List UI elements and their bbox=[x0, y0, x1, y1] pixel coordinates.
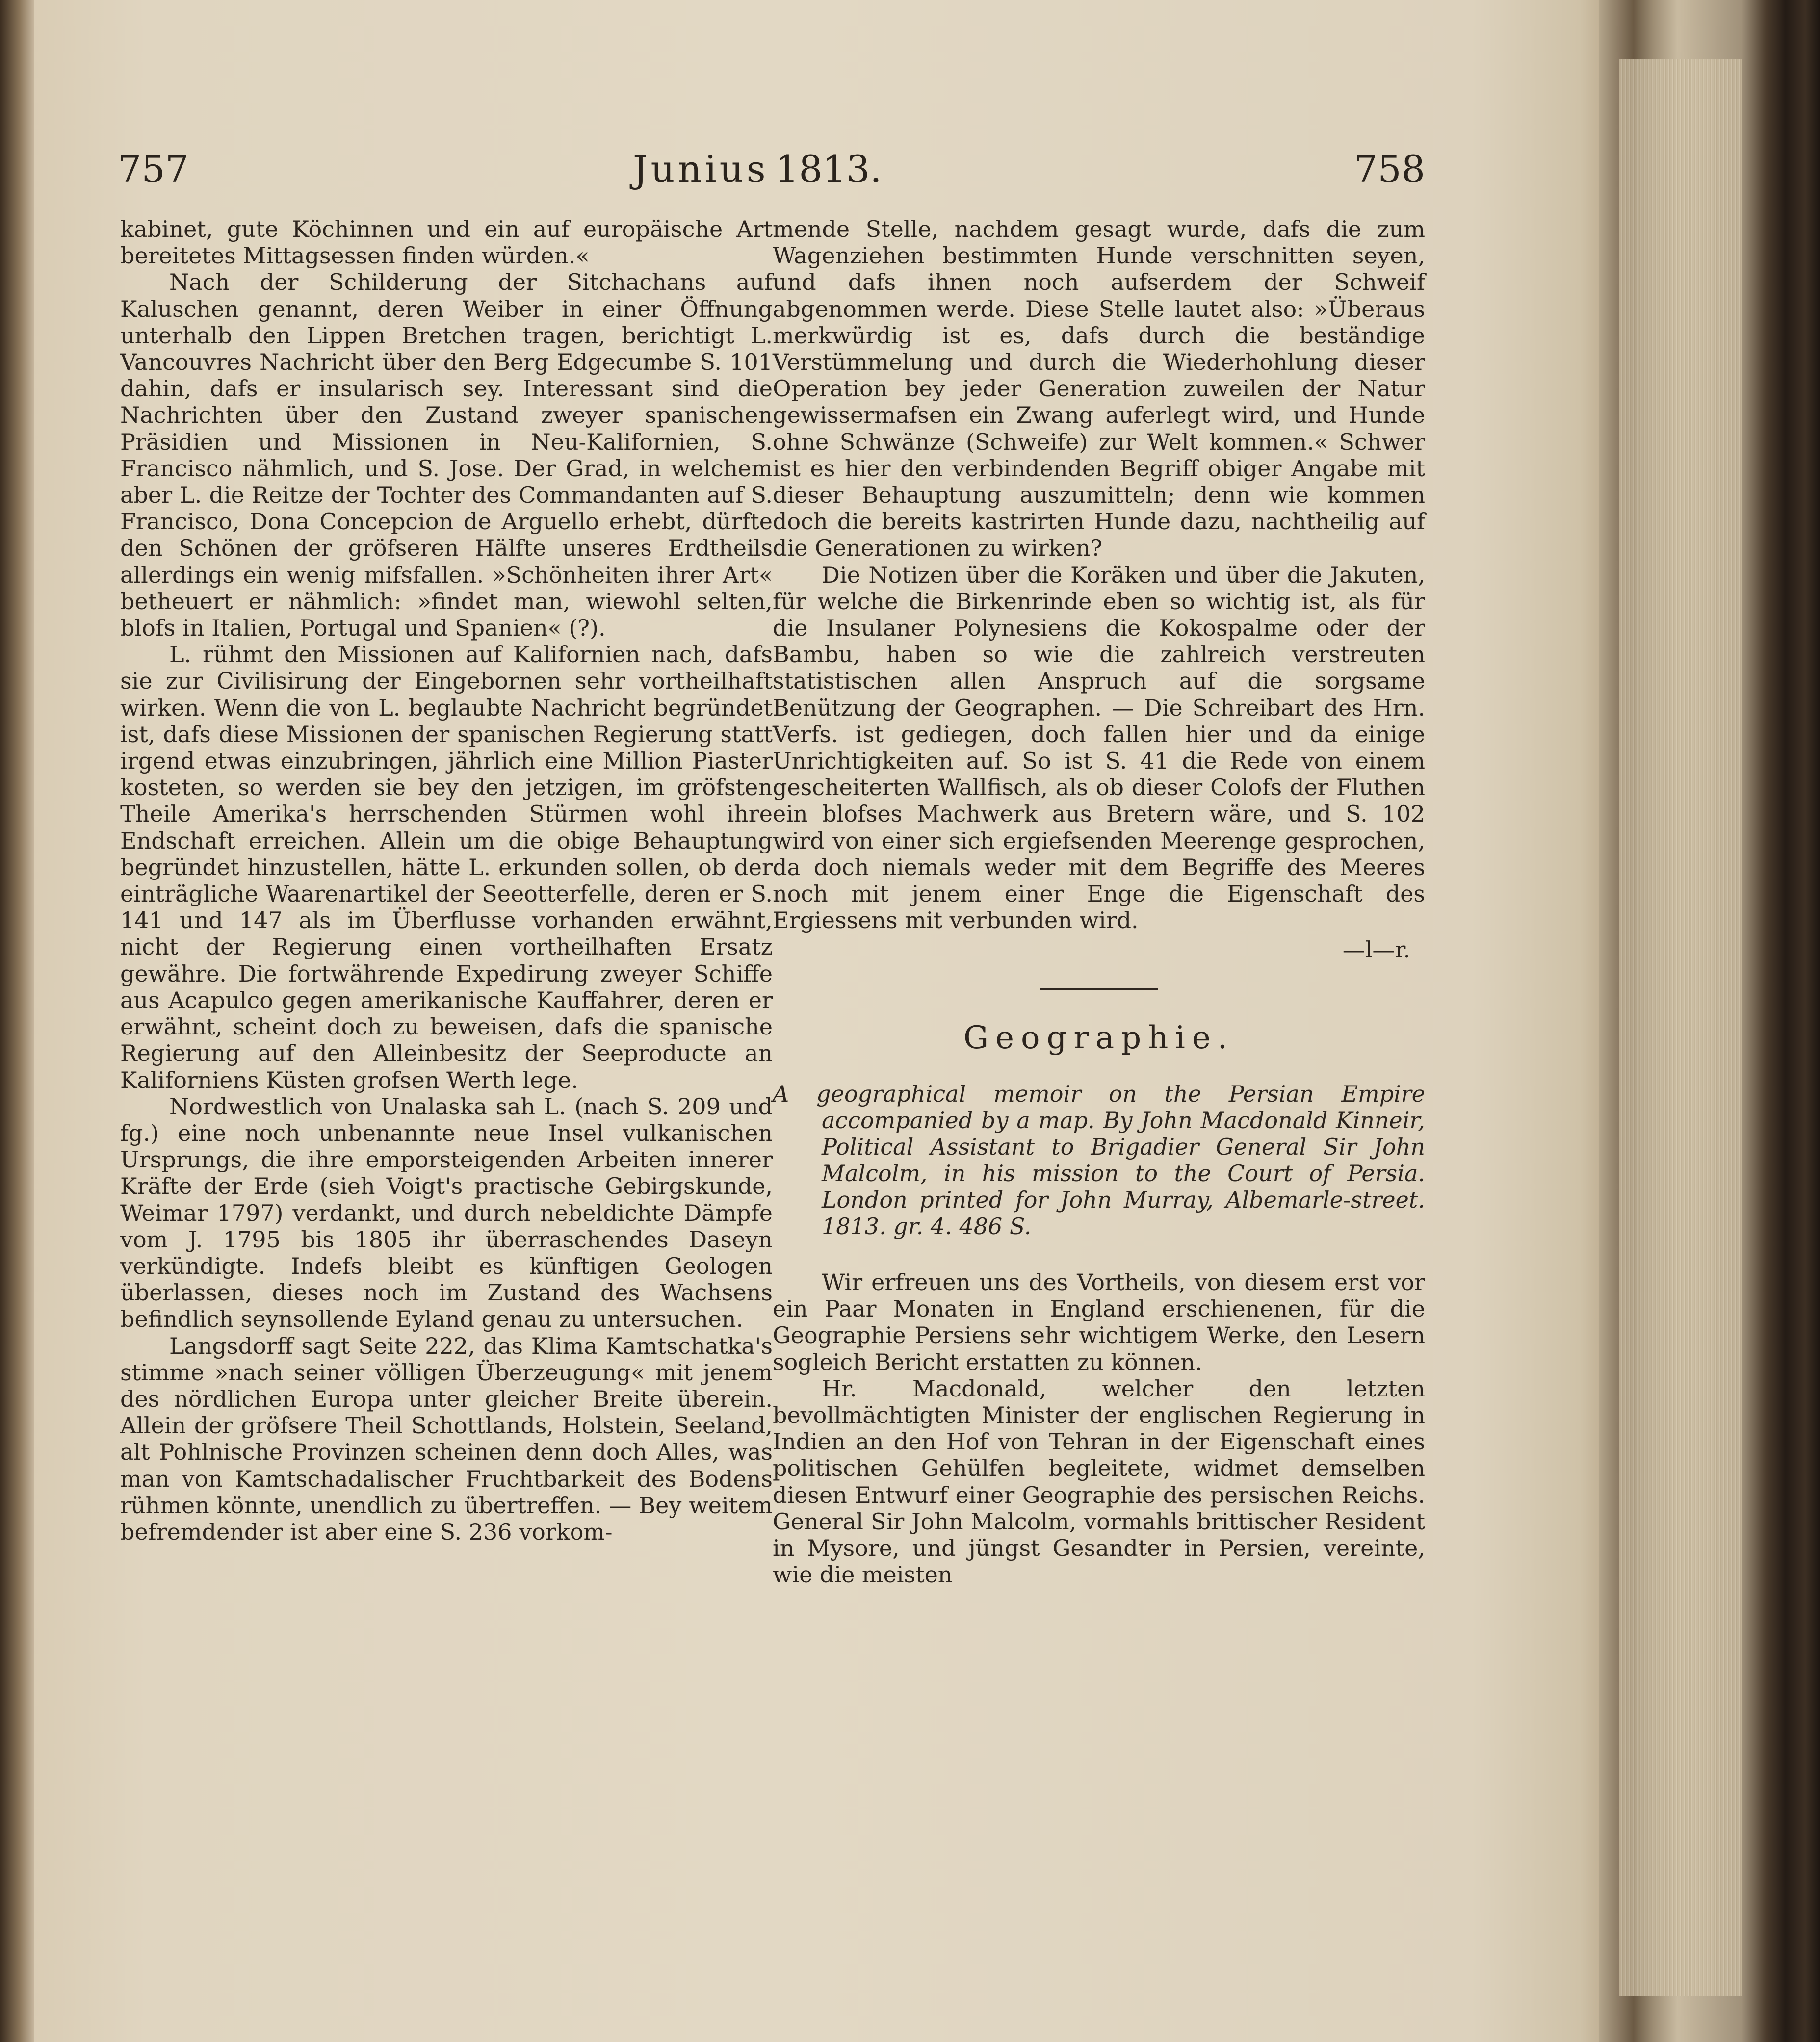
book-gutter bbox=[0, 0, 34, 2042]
paragraph: Die Notizen über die Koräken und über die Jakuten, für welche die Birkenrinde eben so wichtig ist, als für die Insulaner Polynesiens die Kokospalme oder der Bambu, haben so wie die zahlreich verstreuten statistischen allen Anspruch auf die sorgsame Benützung der Geographen. — Die Schreibart des Hrn. Verfs. ist gediegen, doch fallen hier und da einige Unrichtigkeiten auf. So ist S. 41 die Rede von einem gescheiterten Wallfisch, als ob dieser Colofs der Fluthen ein blofses Machwerk aus Bretern wäre, und S. 102 wird von einer sich ergiefsenden Meerenge gesprochen, da doch niemals weder mit dem Begriffe des Meeres noch mit jenem einer Enge die Eigenschaft des Ergiessens mit verbunden wird. bbox=[773, 561, 1425, 934]
left-page-number: 757 bbox=[118, 147, 189, 191]
paragraph: Langsdorff sagt Seite 222, das Klima Kamtschatka's stimme »nach seiner völligen Überzeugung« mit jenem des nördlichen Europa unter gleicher Breite überein. Allein der gröfsere Theil Schottlands, Holstein, Seeland, alt Pohlnische Provinzen scheinen denn doch Alles, was man von Kamtschadalischer Fruchtbarkeit des Bodens rühmen könnte, unendlich zu übertreffen. — Bey weitem befremdender ist aber eine S. 236 vorkom- bbox=[120, 1332, 773, 1545]
paragraph: kabinet, gute Köchinnen und ein auf europäische Art bereitetes Mittagsessen finden würden.« bbox=[120, 216, 773, 269]
paragraph: Hr. Macdonald, welcher den letzten bevollmächtigten Minister der englischen Regierung in Indien an den Hof von Tehran in der Eigenschaft eines politischen Gehülfen begleitete, widmet demselben diesen Entwurf einer Geographie des persischen Reichs. General Sir John Malcolm, vormahls brittischer Resident in Mysore, und jüngst Gesandter in Persien, vereinte, wie die meisten bbox=[773, 1375, 1425, 1588]
paragraph: Wir erfreuen uns des Vortheils, von diesem erst vor ein Paar Monaten in England erschienenen, für die Geographie Persiens sehr wichtigem Werke, den Lesern sogleich Bericht erstatten zu können. bbox=[773, 1268, 1425, 1375]
right-page-number: 758 bbox=[1354, 147, 1426, 191]
section-heading: Geographie. bbox=[963, 1019, 1235, 1056]
page-edges bbox=[1619, 59, 1742, 1996]
paragraph: mende Stelle, nachdem gesagt wurde, dafs die zum Wagenziehen bestimmten Hunde verschnitten seyen, und dafs ihnen noch aufserdem der Schweif abgenommen werde. Diese Stelle lautet also: »Überaus merkwürdig ist es, dafs durch die beständige Verstümmelung und durch die Wiederhohlung dieser Operation bey jeder Generation zuweilen der Natur gewissermafsen ein Zwang auferlegt wird, und Hunde ohne Schwänze (Schweife) zur Welt kommen.« Schwer ist es hier den verbindenden Begriff obiger Angabe mit dieser Behauptung auszumitteln; denn wie kommen doch die bereits kastrirten Hunde dazu, nachtheilig auf die Generationen zu wirken? bbox=[773, 216, 1425, 562]
left-text-column bbox=[120, 216, 773, 1545]
section-divider bbox=[1040, 988, 1158, 990]
right-text-column bbox=[773, 216, 1425, 1588]
paragraph: Nordwestlich von Unalaska sah L. (nach S. 209 und fg.) eine noch unbenannte neue Insel vulkanischen Ursprungs, die ihre emporsteigenden Arbeiten innerer Kräfte der Erde (sieh Voigt's practische Gebirgskunde, Weimar 1797) verdankt, und durch nebeldichte Dämpfe vom J. 1795 bis 1805 ihr überraschendes Daseyn verkündigte. Indefs bleibt es künftigen Geologen überlassen, dieses noch im Zustand des Wachsens befindlich seynsollende Eyland genau zu untersuchen. bbox=[120, 1093, 773, 1333]
paragraph: Nach der Schilderung der Sitchachans auf Kaluschen genannt, deren Weiber in einer Öffnung unterhalb den Lippen Bretchen tragen, berichtigt L. Vancouvres Nachricht über den Berg Edgecumbe S. 101 dahin, dafs er insularisch sey. Interessant sind die Nachrichten über den Zustand zweyer spanischen Präsidien und Missionen in Neu-Kalifornien, S. Francisco nähmlich, und S. Jose. Der Grad, in welchem aber L. die Reitze der Tochter des Commandanten auf S. Francisco, Dona Concepcion de Arguello erhebt, dürfte den Schönen der gröfseren Hälfte unseres Erdtheils allerdings ein wenig mifsfallen. »Schönheiten ihrer Art« betheuert er nähmlich: »findet man, wiewohl selten, blofs in Italien, Portugal und Spanien« (?). bbox=[120, 269, 773, 642]
running-head: Junius bbox=[633, 147, 769, 191]
paragraph: L. rühmt den Missionen auf Kalifornien nach, dafs sie zur Civilisirung der Eingebornen sehr vortheilhaft wirken. Wenn die von L. beglaubte Nachricht begründet ist, dafs diese Missionen der spanischen Regierung statt irgend etwas einzubringen, jährlich eine Million Piaster kosteten, so werden sie bey den jetzigen, im gröfsten Theile Amerika's herrschenden Stürmen wohl ihre Endschaft erreichen. Allein um die obige Behauptung begründet hinzustellen, hätte L. erkunden sollen, ob der einträgliche Waarenartikel der Seeotterfelle, deren er S. 141 und 147 als im Überflusse vorhanden erwähnt, nicht der Regierung einen vortheilhaften Ersatz gewähre. Die fortwährende Expedirung zweyer Schiffe aus Acapulco gegen amerikanische Kauffahrer, deren er erwähnt, scheint doch zu beweisen, dafs die spanische Regierung auf den Alleinbesitz der Seeproducte an Kaliforniens Küsten grofsen Werth lege. bbox=[120, 641, 773, 1093]
running-year: 1813. bbox=[775, 147, 882, 191]
bibliographic-title: A geographical memoir on the Persian Empire accompanied by a map. By John Macdonald Kinneir, Political Assistant to Brigadier General Sir John Malcolm, in his mission to the Court of Persia. London printed for John Murray, Albemarle-street. 1813. gr. 4. 486 S. bbox=[773, 1080, 1425, 1240]
reviewer-signature: —l—r. bbox=[1342, 936, 1410, 963]
